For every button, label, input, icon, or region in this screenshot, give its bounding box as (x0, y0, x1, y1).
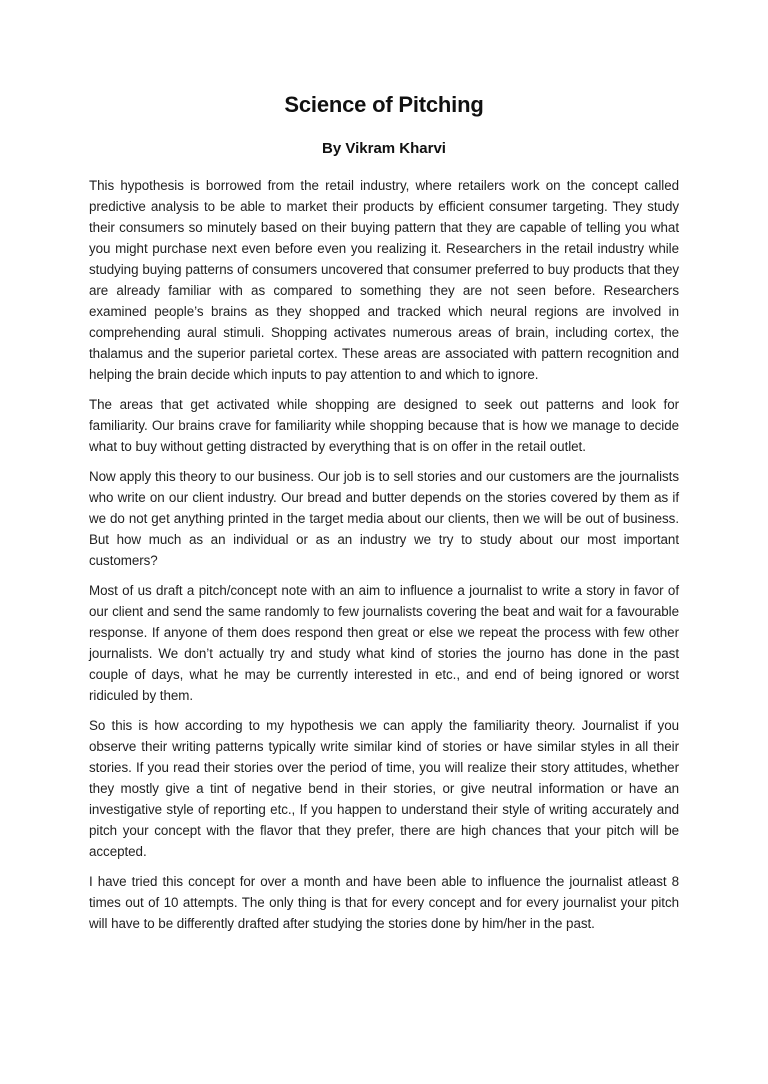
paragraph-apply-theory-business: Now apply this theory to our business. Our job is to sell stories and our customers are the journalists who write on our client industry. Our bread and butter depends on the stories covered by them as if we do not get anything printed in the target media about our clients, then we will be out of business. But how much as an individual or as an industry we try to study about our most important customers? (89, 469, 679, 568)
document-byline: By Vikram Kharvi (322, 140, 446, 157)
paragraph-pitch-concept-note: Most of us draft a pitch/concept note with an aim to influence a journalist to write a story in favor of our client and send the same randomly to few journalists covering the beat and wait for a favourable response. If anyone of them does respond then great or else we repeat the process with few other journalists. We don’t actually try and study what kind of stories the journo has done in the past couple of days, what he may be currently interested in etc., and end of being ignored or worst ridiculed by them. (89, 583, 679, 703)
document-body (89, 175, 679, 934)
paragraph-familiarity-theory-journalists: So this is how according to my hypothesis we can apply the familiarity theory. Journalist if you observe their writing patterns typically write similar kind of stories or have similar styles in all their stories. If you read their stories over the period of time, you will realize their story attitudes, whether they mostly give a tint of negative bend in their stories, or give neutral information or have an investigative style of reporting etc., If you happen to understand their style of writing accurately and pitch your concept with the flavor that they prefer, there are high chances that your pitch will be accepted. (89, 718, 679, 859)
paragraph-familiarity-brain: The areas that get activated while shopping are designed to seek out patterns and look for familiarity. Our brains crave for familiarity while shopping because that is how we manage to decide what to buy without getting distracted by everything that is on offer in the retail outlet. (89, 397, 679, 454)
document-page (0, 90, 768, 1084)
document-title: Science of Pitching (284, 92, 484, 117)
paragraph-tried-concept-results: I have tried this concept for over a month and have been able to influence the journalist atleast 8 times out of 10 attempts. The only thing is that for every concept and for every journalist your pitch will have to be differently drafted after studying the stories done by him/her in the past. (89, 874, 679, 931)
paragraph-hypothesis-retail: This hypothesis is borrowed from the retail industry, where retailers work on the concept called predictive analysis to be able to market their products by efficient consumer targeting. They study their consumers so minutely based on their buying pattern that they are capable of telling you what you might purchase next even before even you realizing it. Researchers in the retail industry while studying buying patterns of consumers uncovered that consumer preferred to buy products that they are already familiar with as compared to something they are not seen before. Researchers examined people’s brains as they shopped and tracked which neural regions are involved in comprehending aural stimuli. Shopping activates numerous areas of brain, including cortex, the thalamus and the superior parietal cortex. These areas are associated with pattern recognition and helping the brain decide which inputs to pay attention to and which to ignore. (89, 178, 679, 382)
